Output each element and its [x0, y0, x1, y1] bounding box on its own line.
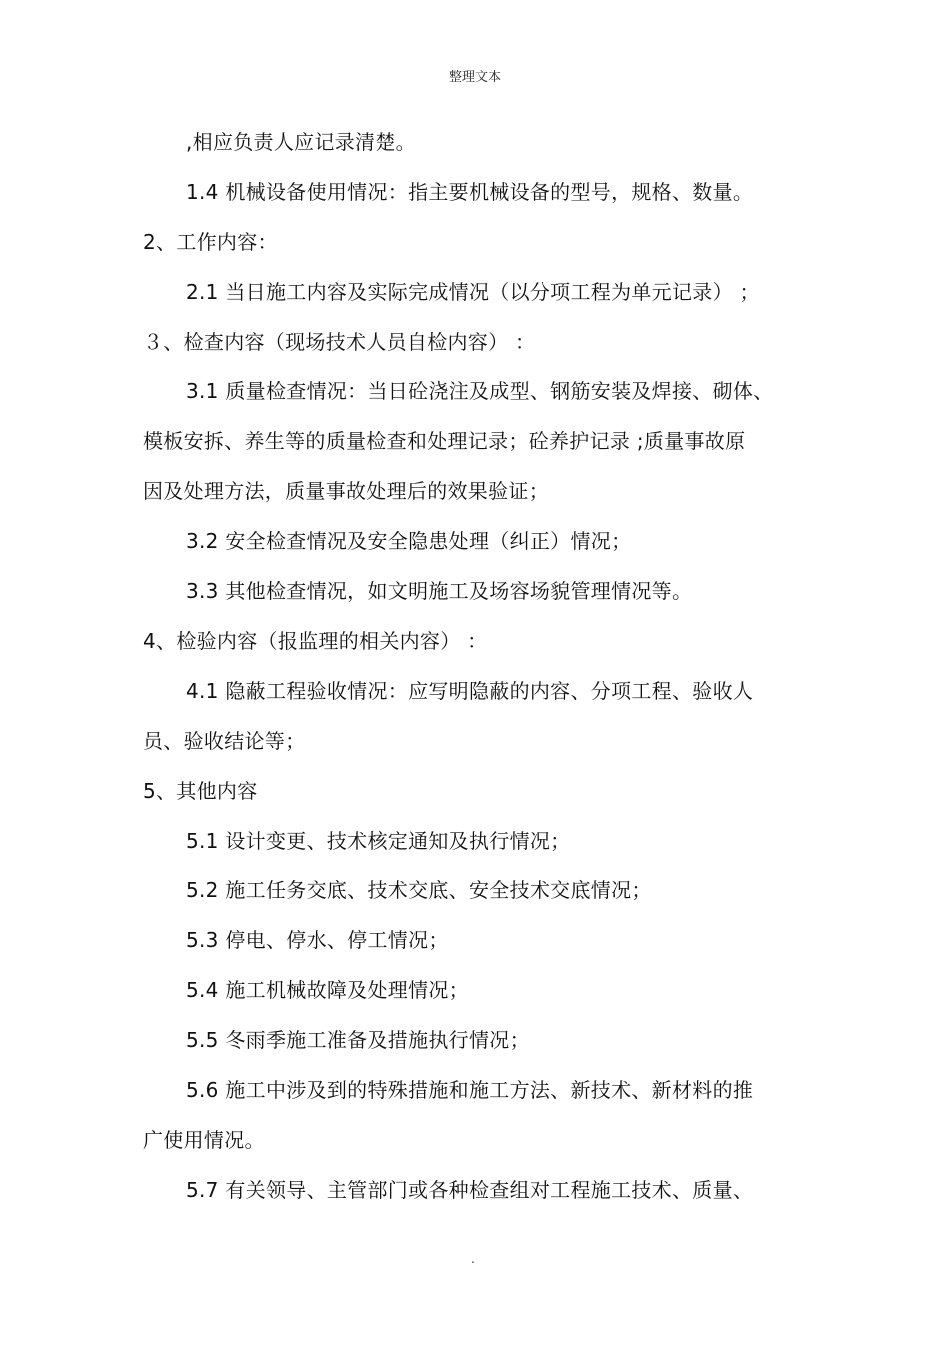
text-line: 2、工作内容： — [143, 230, 278, 254]
text-line: ,相应负责人应记录清楚。 — [186, 130, 416, 154]
text-line: 因及处理方法，质量事故处理后的效果验证； — [143, 479, 549, 503]
text-line: 5.6 施工中涉及到的特殊措施和施工方法、新技术、新材料的推 — [186, 1078, 754, 1102]
text-line: 5.4 施工机械故障及处理情况； — [186, 978, 469, 1002]
page-footer-mark: . — [471, 1252, 475, 1266]
text-line: 5.7 有关领导、主管部门或各种检查组对工程施工技术、质量、 — [186, 1178, 754, 1202]
text-line: 5、其他内容 — [143, 779, 258, 803]
text-line: 5.1 设计变更、技术核定通知及执行情况； — [186, 829, 571, 853]
text-line: 模板安拆、养生等的质量检查和处理记录；砼养护记录 ;质量事故原 — [143, 429, 746, 453]
text-line: 4、检验内容（报监理的相关内容） ： — [143, 629, 488, 653]
text-line: 3.1 质量检查情况：当日砼浇注及成型、钢筋安装及焊接、砌体、 — [186, 379, 774, 403]
text-line: 员、验收结论等； — [143, 729, 306, 753]
text-line: ３、检查内容（现场技术人员自检内容） ： — [143, 330, 536, 354]
page-header: 整理文本 — [448, 70, 501, 85]
text-line: 5.5 冬雨季施工准备及措施执行情况； — [186, 1028, 530, 1052]
text-line: 2.1 当日施工内容及实际完成情况（以分项工程为单元记录） ； — [186, 280, 760, 304]
text-line: 1.4 机械设备使用情况：指主要机械设备的型号，规格、数量。 — [186, 180, 754, 204]
text-line: 4.1 隐蔽工程验收情况：应写明隐蔽的内容、分项工程、验收人 — [186, 679, 754, 703]
text-line: 广使用情况。 — [143, 1128, 265, 1152]
text-line: 3.3 其他检查情况，如文明施工及场容场貌管理情况等。 — [186, 579, 693, 603]
text-line: 5.3 停电、停水、停工情况； — [186, 928, 449, 952]
text-line: 3.2 安全检查情况及安全隐患处理（纠正）情况； — [186, 529, 632, 553]
text-line: 5.2 施工任务交底、技术交底、安全技术交底情况； — [186, 878, 652, 902]
